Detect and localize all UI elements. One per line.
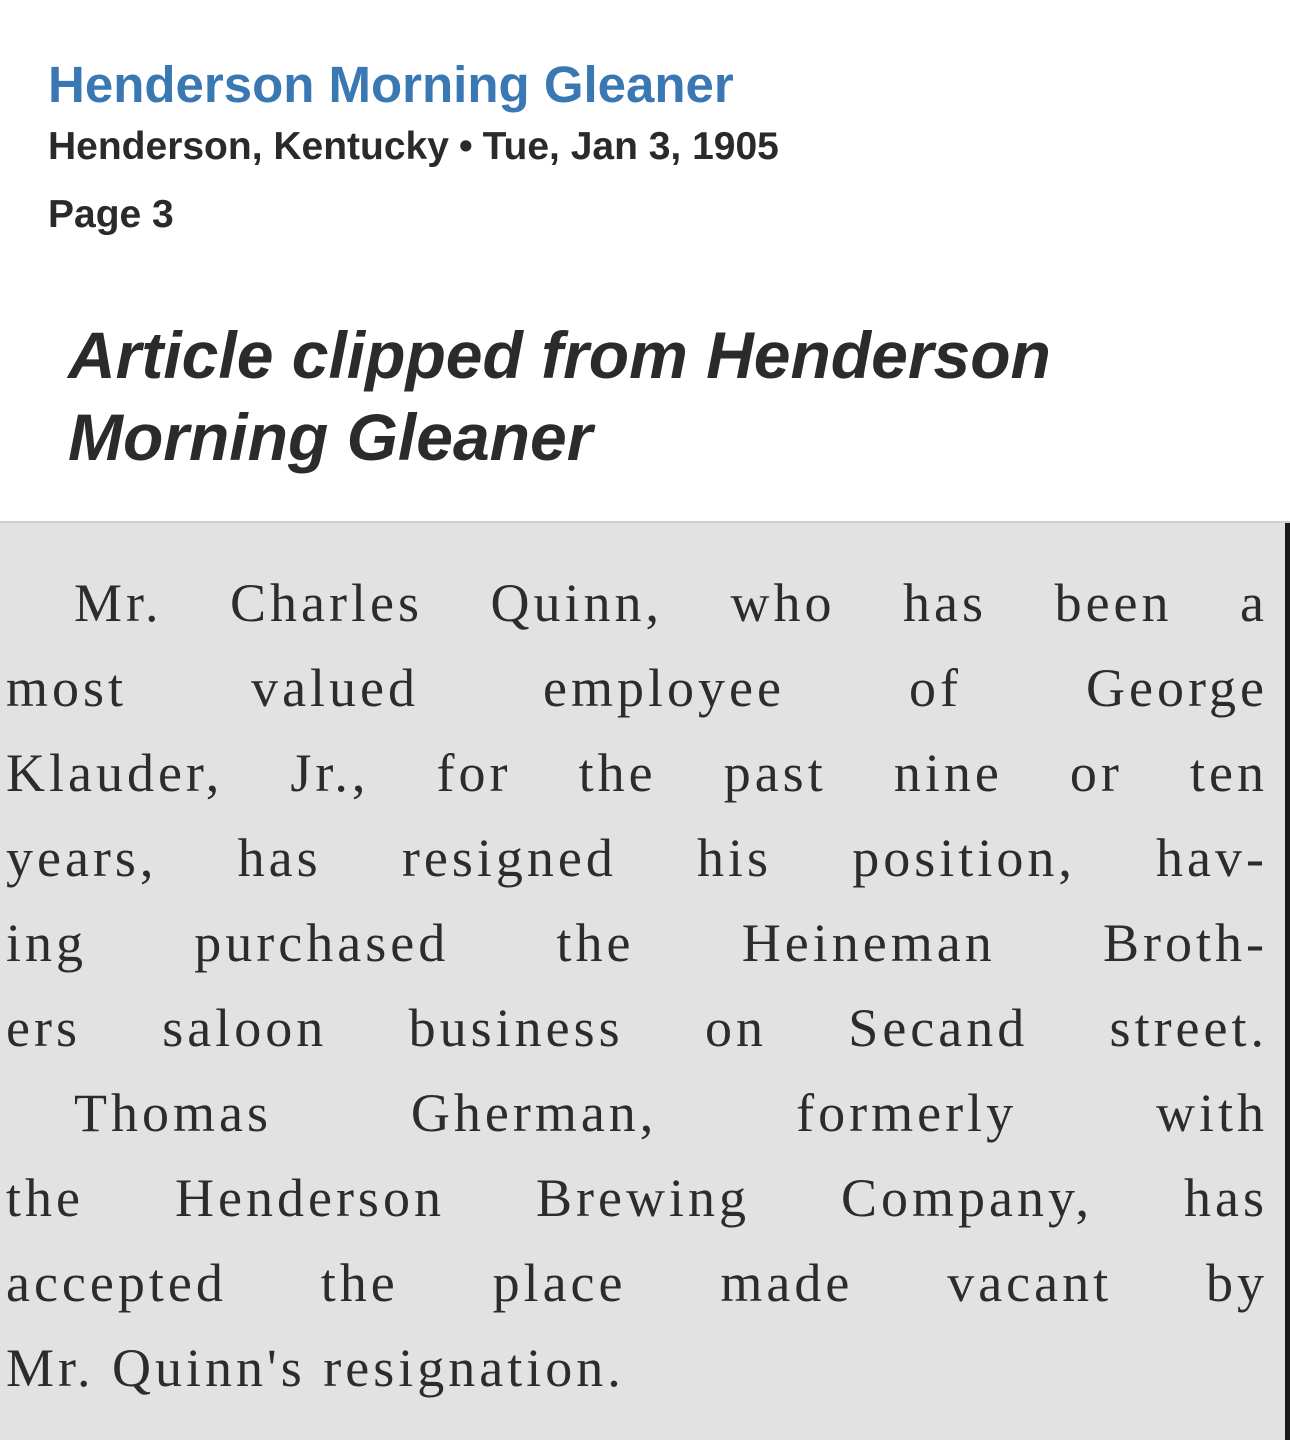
publication-title-link[interactable]: Henderson Morning Gleaner (48, 56, 734, 113)
article-line: accepted the place made vacant by (6, 1253, 1268, 1313)
article-line: ers saloon business on Secand street. (6, 998, 1268, 1058)
article-line: years, has resigned his position, hav- (6, 828, 1268, 888)
publication-location: Henderson, Kentucky (48, 125, 449, 168)
article-line: Klauder, Jr., for the past nine or ten (6, 743, 1268, 803)
clip-title: Article clipped from Henderson Morning Gleaner (68, 318, 1051, 474)
publication-date: Tue, Jan 3, 1905 (482, 125, 779, 168)
article-line: the Henderson Brewing Company, has (6, 1168, 1268, 1228)
article-line: Thomas Gherman, formerly with (74, 1083, 1268, 1143)
publication-header (48, 56, 779, 240)
article-line: most valued employee of George (6, 658, 1268, 718)
article-line: Mr. Charles Quinn, who has been a (74, 573, 1268, 633)
article-line: ing purchased the Heineman Broth- (6, 913, 1268, 973)
page-number: Page 3 (48, 193, 174, 236)
newspaper-clipping-image (0, 521, 1290, 1440)
clipping-edge (1285, 523, 1290, 1440)
publication-meta (48, 122, 779, 172)
article-text (6, 561, 1268, 1411)
meta-separator: • (458, 125, 473, 168)
article-line: Mr. Quinn's resignation. (6, 1338, 625, 1398)
